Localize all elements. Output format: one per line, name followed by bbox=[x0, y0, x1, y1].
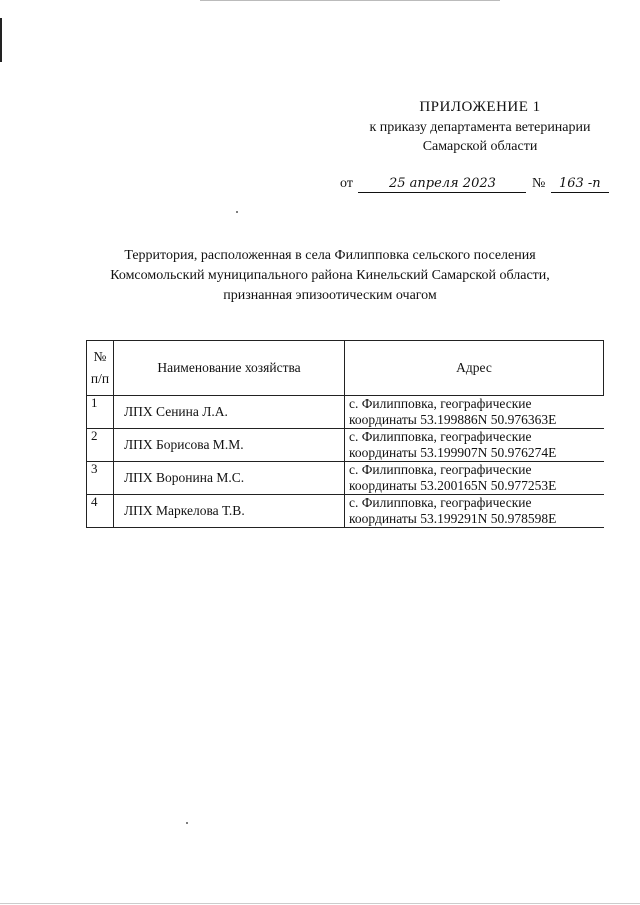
scan-bottom-line bbox=[0, 903, 640, 904]
appendix-block bbox=[340, 98, 620, 156]
row-farm-name: ЛПХ Маркелова Т.В. bbox=[114, 495, 345, 528]
table-row bbox=[87, 429, 604, 462]
row-farm-name: ЛПХ Сенина Л.А. bbox=[114, 396, 345, 429]
farms-table bbox=[86, 340, 604, 528]
row-address-line-2: координаты 53.200165N 50.977253E bbox=[349, 478, 557, 493]
order-date-number-line bbox=[338, 176, 608, 193]
row-address-line-2: координаты 53.199907N 50.976274E bbox=[349, 445, 557, 460]
row-farm-name: ЛПХ Борисова М.М. bbox=[114, 429, 345, 462]
scan-top-line bbox=[200, 0, 500, 1]
row-address-line-2: координаты 53.199886N 50.976363E bbox=[349, 412, 557, 427]
row-address bbox=[345, 429, 604, 462]
row-address-line-1: с. Филипповка, географические bbox=[349, 462, 532, 477]
row-address-line-1: с. Филипповка, географические bbox=[349, 396, 532, 411]
row-address bbox=[345, 396, 604, 429]
title-line-2: Комсомольский муниципального района Кинельский Самарской области, bbox=[110, 268, 550, 283]
appendix-heading: ПРИЛОЖЕНИЕ 1 bbox=[419, 99, 541, 115]
document-title bbox=[60, 246, 600, 306]
table-header-row bbox=[87, 341, 604, 396]
row-number: 2 bbox=[87, 429, 114, 462]
row-address bbox=[345, 495, 604, 528]
table-row bbox=[87, 495, 604, 528]
header-number bbox=[87, 341, 114, 396]
scan-speck bbox=[186, 822, 188, 824]
order-from-label: от bbox=[340, 176, 353, 191]
title-line-3: признанная эпизоотическим очагом bbox=[223, 288, 437, 303]
row-farm-name: ЛПХ Воронина М.С. bbox=[114, 462, 345, 495]
header-farm-name: Наименование хозяйства bbox=[114, 341, 345, 396]
table-row bbox=[87, 396, 604, 429]
scan-speck bbox=[236, 211, 238, 213]
order-number-label: № bbox=[531, 176, 546, 191]
row-number: 1 bbox=[87, 396, 114, 429]
scan-edge-mark bbox=[0, 18, 2, 62]
row-address bbox=[345, 462, 604, 495]
order-date-handwritten: 25 апреля 2023 bbox=[358, 176, 526, 193]
order-number-handwritten: 163 -п bbox=[551, 176, 609, 193]
header-number-symbol: № bbox=[93, 349, 107, 364]
table-row bbox=[87, 462, 604, 495]
row-number: 3 bbox=[87, 462, 114, 495]
row-number: 4 bbox=[87, 495, 114, 528]
appendix-line-1: к приказу департамента ветеринарии bbox=[369, 120, 591, 135]
appendix-line-2: Самарской области bbox=[422, 139, 538, 154]
title-line-1: Территория, расположенная в села Филипповка сельского поселения bbox=[124, 248, 536, 263]
row-address-line-1: с. Филипповка, географические bbox=[349, 495, 532, 510]
header-number-pp: п/п bbox=[90, 371, 110, 386]
header-address: Адрес bbox=[345, 341, 604, 396]
row-address-line-2: координаты 53.199291N 50.978598E bbox=[349, 511, 557, 526]
row-address-line-1: с. Филипповка, географические bbox=[349, 429, 532, 444]
